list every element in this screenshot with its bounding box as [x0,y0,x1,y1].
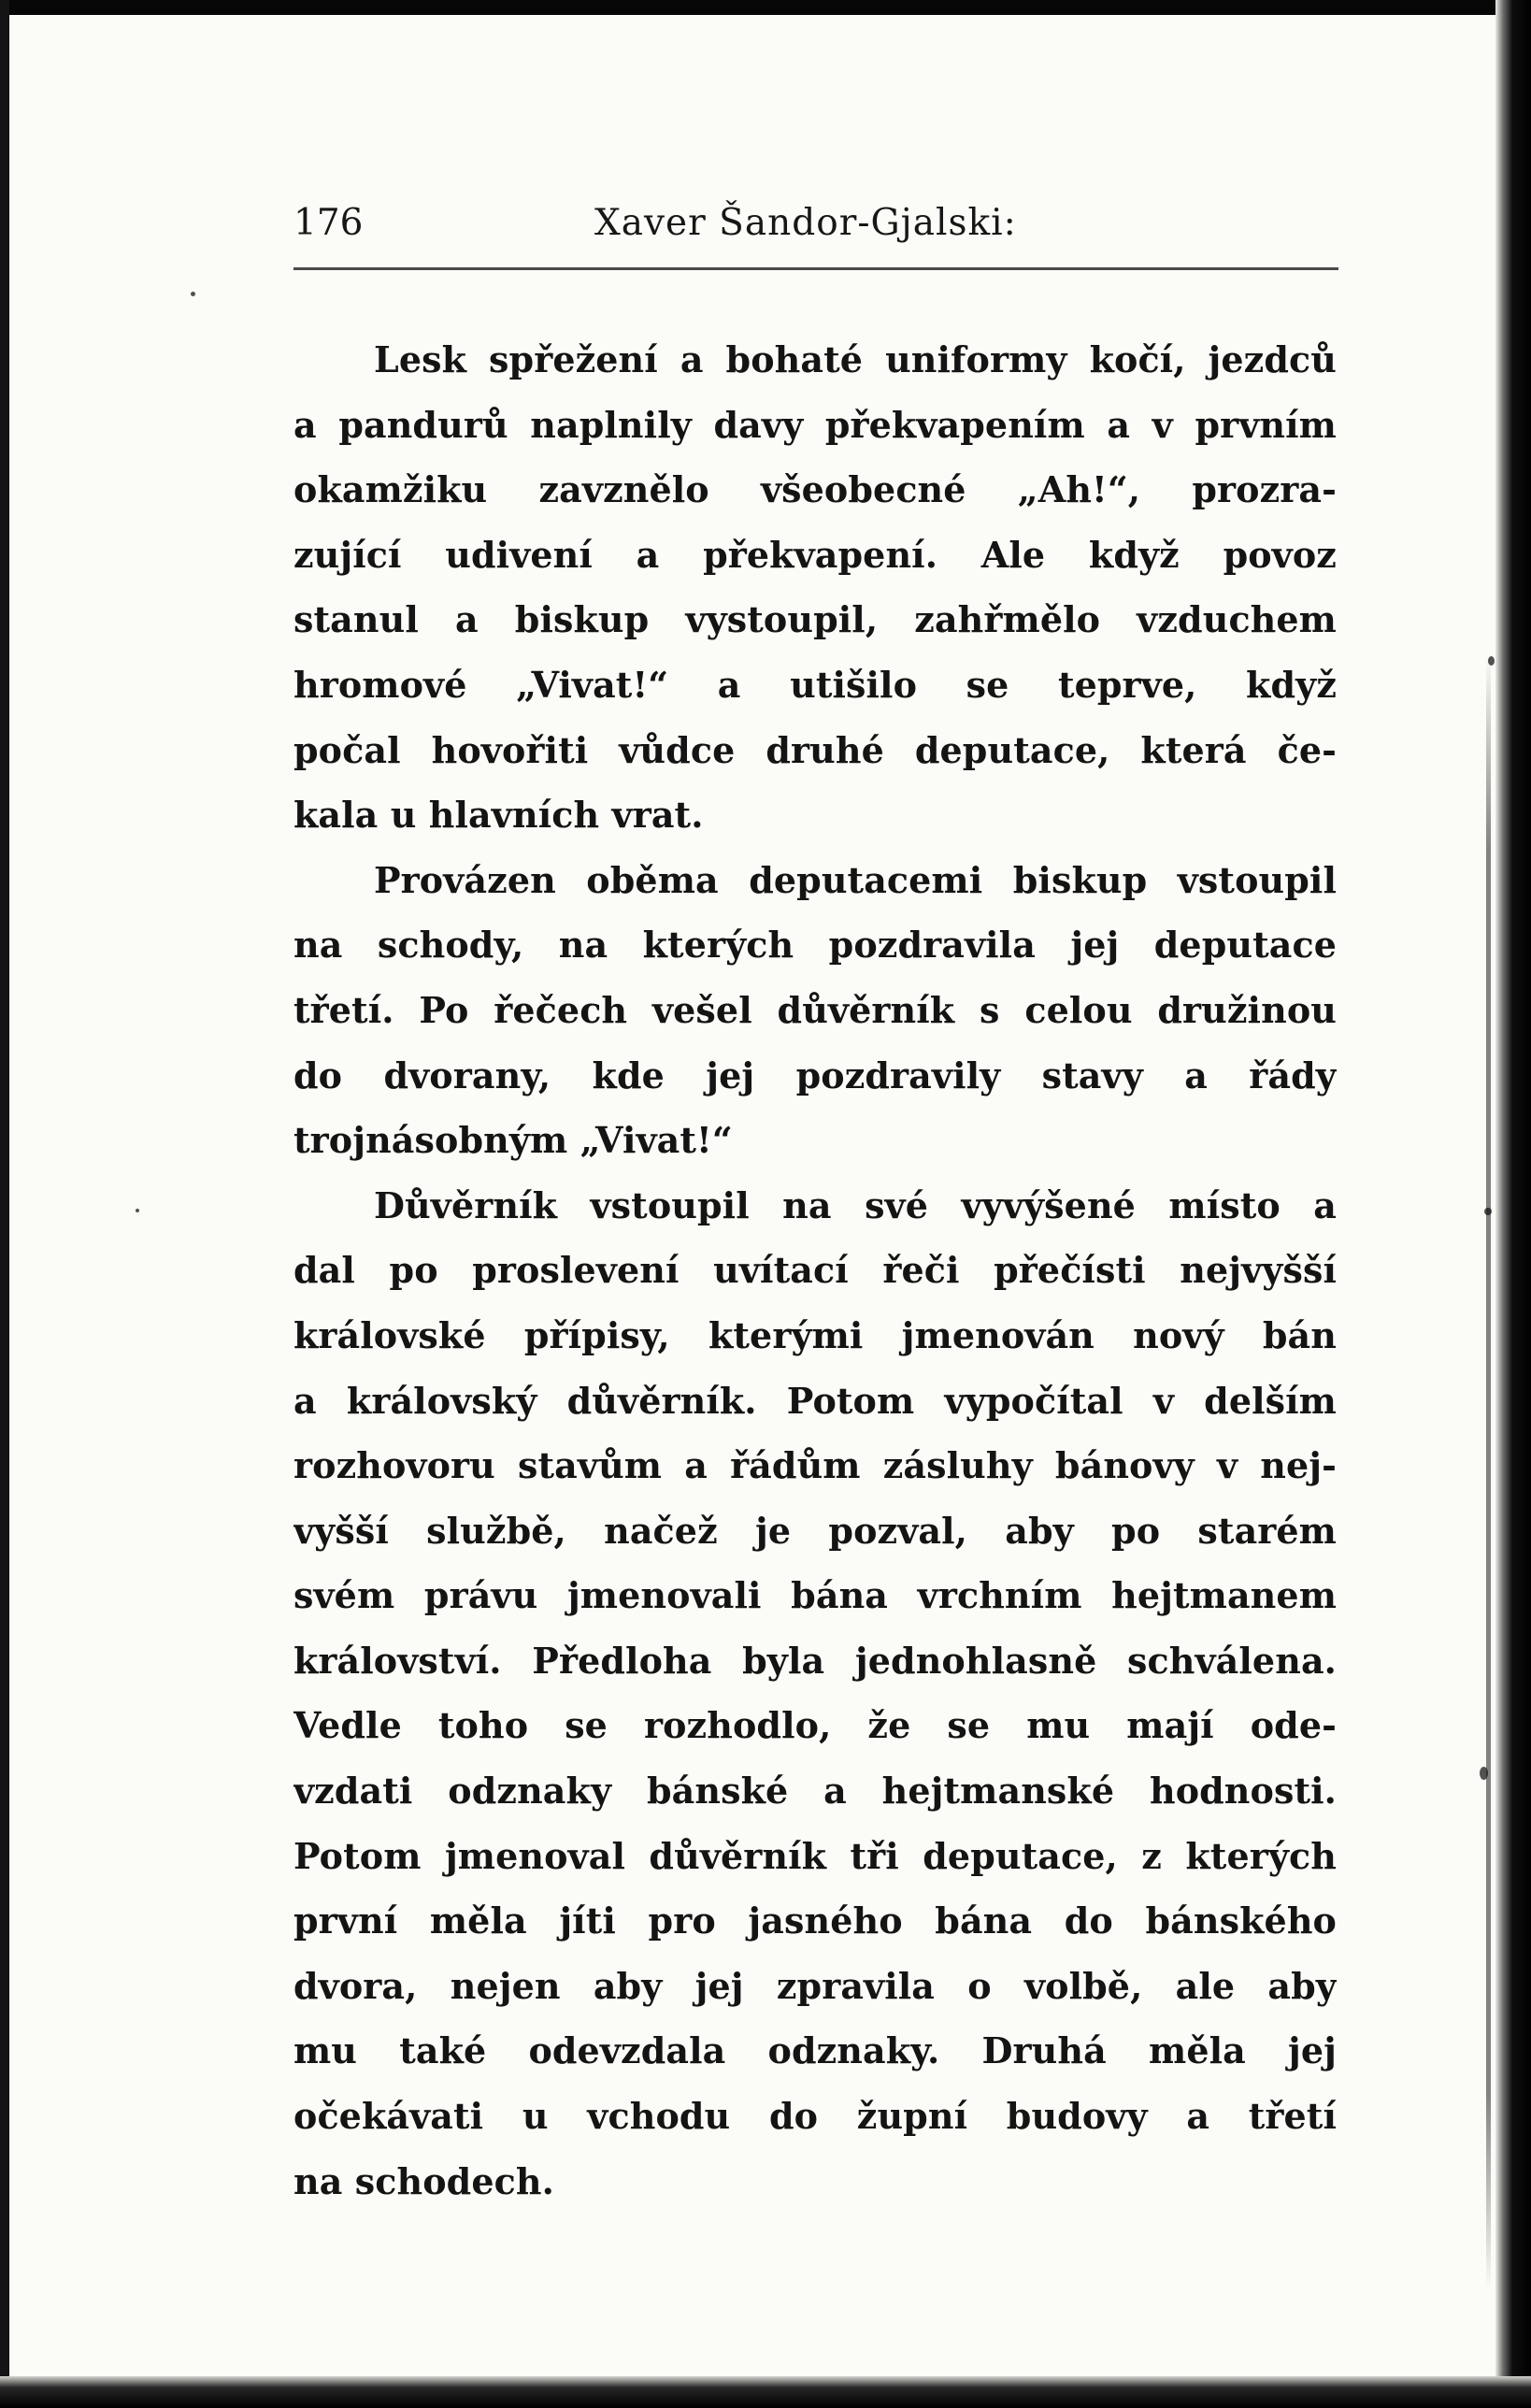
gutter-shadow [1486,654,1491,2290]
text-line: mu také odevzdala odznaky. Druhá měla jej [293,2029,1337,2072]
scan-right-edge [1495,0,1531,2408]
text-line: první měla jíti pro jasného bána do bánského [293,1899,1337,1942]
scan-speck [1480,1767,1488,1780]
text-line: okamžiku zavznělo všeobecné „Ah!“, prozra- [293,468,1337,511]
scan-speck [136,1209,139,1212]
running-title: Xaver Šandor-Gjalski: [594,202,1017,244]
text-line: Provázen oběma deputacemi biskup vstoupil [374,858,1337,901]
text-line: kala u hlavních vrat. [293,794,704,837]
text-line: na schody, na kterých pozdravila jej deputace [293,924,1337,967]
scan-speck [191,292,195,296]
header-rule [293,267,1338,270]
text-line: trojnásobným „Vivat!“ [293,1119,733,1162]
text-line: stanul a biskup vystoupil, zahřmělo vzduchem [293,598,1337,641]
page-number: 176 [293,202,364,244]
text-line: dal po proslevení uvítací řeči přečísti nejvyšší [293,1249,1337,1292]
text-line: království. Předloha byla jednohlasně schválena. [293,1639,1337,1682]
scan-left-edge [0,0,9,2408]
text-line: očekávati u vchodu do župní budovy a třetí [293,2095,1337,2138]
text-line: rozhovoru stavům a řádům zásluhy bánovy v nej- [293,1444,1337,1487]
text-line: Potom jmenoval důvěrník tři deputace, z kterých [293,1834,1337,1877]
text-line: a pandurů naplnily davy překvapením a v prvním [293,403,1337,446]
text-line: vyšší službě, načež je pozval, aby po starém [293,1509,1337,1552]
body-text [293,327,1337,2214]
text-line: a královský důvěrník. Potom vypočítal v delším [293,1379,1337,1422]
text-line: na schodech. [293,2159,554,2202]
text-line: královské přípisy, kterými jmenován nový bán [293,1313,1337,1356]
text-line: dvora, nejen aby jej zpravila o volbě, ale aby [293,1964,1337,2007]
text-line: hromové „Vivat!“ a utišilo se teprve, když [293,663,1337,706]
text-line: svém právu jmenovali bána vrchním hejtmanem [293,1574,1337,1617]
text-line: třetí. Po řečech vešel důvěrník s celou družinou [293,988,1337,1031]
text-line: do dvorany, kde jej pozdravily stavy a řády [293,1054,1337,1096]
text-line: zující udivení a překvapení. Ale když povoz [293,533,1337,576]
scan-top-edge [0,0,1531,15]
scan-bottom-edge [0,2376,1531,2408]
text-line: počal hovořiti vůdce druhé deputace, která če- [293,728,1337,771]
scan-speck [1484,1208,1492,1215]
scan-speck [1488,656,1495,666]
running-header [293,194,1344,252]
text-line: vzdati odznaky bánské a hejtmanské hodnosti. [293,1770,1337,1813]
text-line: Vedle toho se rozhodlo, že se mu mají ode- [293,1704,1337,1747]
text-line: Lesk spřežení a bohaté uniformy kočí, jezdců [374,338,1337,380]
text-line: Důvěrník vstoupil na své vyvýšené místo a [374,1183,1337,1226]
